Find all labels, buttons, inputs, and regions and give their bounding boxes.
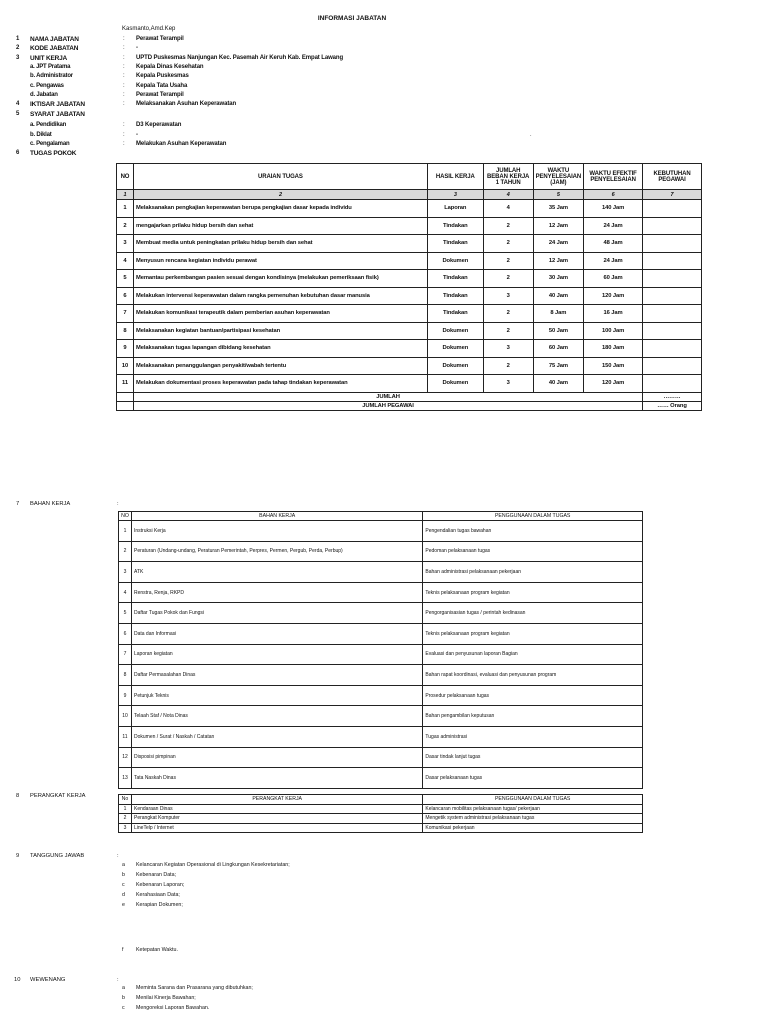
table-row — [119, 562, 643, 583]
header-row-label: KODE JABATAN — [30, 45, 79, 52]
header-row-value: D3 Keperawatan — [136, 122, 182, 128]
header-row-value: Perawat Terampil — [136, 36, 184, 42]
section-number: 7 — [16, 501, 20, 507]
table-row — [119, 823, 643, 833]
cell-bahan: Peraturan (Undang-undang, Peraturan Pemerintah, Perpres, Permen, Pergub, Perda, Perbup) — [131, 541, 422, 562]
list-item-key: a — [122, 862, 125, 868]
list-item-key: b — [122, 872, 125, 878]
cell-waktu: 24 Jam — [533, 235, 583, 253]
th-perangkat: PERANGKAT KERJA — [131, 795, 422, 805]
cell-uraian: Menyusun rencana kegiatan individu perawat — [133, 252, 427, 270]
section-label-wewenang: WEWENANG — [30, 977, 66, 983]
colnum: 3 — [427, 190, 483, 200]
cell-perangkat: Perangkat Komputer — [131, 814, 422, 824]
cell-waktu: 60 Jam — [533, 340, 583, 358]
cell-no: 4 — [119, 582, 132, 603]
header-row-label: b. Administrator — [30, 73, 73, 79]
th-kebutuhan: KEBUTUHAN PEGAWAI — [643, 164, 702, 190]
cell-bahan: Dokumen / Surat / Naskah / Catatan — [131, 726, 422, 747]
cell-hasil: Tindakan — [427, 217, 483, 235]
cell-kebutuhan — [643, 305, 702, 323]
section-number: 9 — [16, 853, 20, 859]
cell-guna: Prosedur pelaksanaan tugas — [423, 685, 643, 706]
table-header-row — [117, 164, 702, 190]
cell-efektif: 60 Jam — [584, 270, 643, 288]
cell-uraian: Membuat media untuk peningkatan prilaku hidup bersih dan sehat — [133, 235, 427, 253]
header-row-colon: : — [123, 73, 125, 79]
header-row-label: IKTISAR JABATAN — [30, 101, 85, 108]
header-row-number: 3 — [16, 55, 20, 61]
colnum: 7 — [643, 190, 702, 200]
cell-guna: Mengetik system administrasi pelaksanaan tugas — [423, 814, 643, 824]
cell-beban: 2 — [483, 357, 533, 375]
cell-bahan: Daftar Tugas Pokok dan Fungsi — [131, 603, 422, 624]
cell-hasil: Dokumen — [427, 375, 483, 393]
cell-hasil: Dokumen — [427, 322, 483, 340]
header-row-colon: : — [123, 101, 125, 107]
cell-efektif: 140 Jam — [584, 200, 643, 218]
cell-efektif: 24 Jam — [584, 252, 643, 270]
section-label-perangkat-kerja: PERANGKAT KERJA — [30, 793, 86, 799]
header-row-value: - — [136, 132, 138, 138]
jumlah-pegawai-label: JUMLAH PEGAWAI — [133, 401, 642, 410]
cell-no: 1 — [119, 804, 132, 814]
cell-efektif: 48 Jam — [584, 235, 643, 253]
cell-waktu: 35 Jam — [533, 200, 583, 218]
header-row-number: 4 — [16, 101, 20, 107]
cell-guna: Dasar pelaksanaan tugas — [423, 768, 643, 789]
header-row-number: 1 — [16, 36, 20, 42]
cell-guna: Kelancaran mobilitas pelaksanaan tugas/ pekerjaan — [423, 804, 643, 814]
cell-no: 8 — [119, 665, 132, 686]
header-row-value: Kepala Puskesmas — [136, 73, 189, 79]
header-row-value: - — [136, 45, 138, 51]
table-row — [119, 582, 643, 603]
cell-bahan: Data dan Informasi — [131, 623, 422, 644]
cell-guna: Bahan pengambilan keputusan — [423, 706, 643, 727]
cell-hasil: Tindakan — [427, 270, 483, 288]
cell-efektif: 100 Jam — [584, 322, 643, 340]
cell-bahan: Tata Naskah Dinas — [131, 768, 422, 789]
header-row-colon: : — [123, 45, 125, 51]
cell-kebutuhan — [643, 357, 702, 375]
cell-waktu: 75 Jam — [533, 357, 583, 375]
header-row-label: c. Pengalaman — [30, 141, 70, 147]
cell-no: 10 — [117, 357, 134, 375]
cell-kebutuhan — [643, 287, 702, 305]
cell-kebutuhan — [643, 340, 702, 358]
list-item-key: c — [122, 882, 125, 888]
cell-bahan: Renstra, Renja, RKPD — [131, 582, 422, 603]
cell-uraian: Melakukan komunikasi terapeutik dalam pemberian asuhan keperawatan — [133, 305, 427, 323]
table-row — [117, 305, 702, 323]
list-item-text: Kebenaran Laporan; — [136, 882, 185, 888]
cell-uraian: mengajarkan prilaku hidup bersih dan sehat — [133, 217, 427, 235]
cell-kebutuhan — [643, 270, 702, 288]
cell-no: 2 — [119, 541, 132, 562]
perangkat-kerja-table — [118, 794, 643, 833]
header-row-colon: : — [123, 64, 125, 70]
colnum: 2 — [133, 190, 427, 200]
th-no: NO — [117, 164, 134, 190]
th-uraian: URAIAN TUGAS — [133, 164, 427, 190]
table-row — [119, 768, 643, 789]
cell-bahan: Instruksi Kerja — [131, 521, 422, 542]
cell-bahan: Petunjuk Teknis — [131, 685, 422, 706]
cell-efektif: 120 Jam — [584, 287, 643, 305]
section-label-bahan-kerja: BAHAN KERJA — [30, 501, 71, 507]
cell-perangkat: LineTelp / Internet — [131, 823, 422, 833]
table-row — [119, 685, 643, 706]
cell-uraian: Melaksanakan penanggulangan penyakit/wabah tertentu — [133, 357, 427, 375]
th-waktu: WAKTU PENYELESAIAN (JAM) — [533, 164, 583, 190]
table-row — [119, 665, 643, 686]
table-row — [117, 375, 702, 393]
table-row — [117, 270, 702, 288]
table-row — [119, 814, 643, 824]
cell-hasil: Dokumen — [427, 252, 483, 270]
list-item-key: c — [122, 1005, 125, 1011]
cell-perangkat: Kendaraan Dinas — [131, 804, 422, 814]
table-row — [117, 287, 702, 305]
cell-no: 1 — [117, 200, 134, 218]
cell-efektif: 16 Jam — [584, 305, 643, 323]
cell-waktu: 40 Jam — [533, 287, 583, 305]
cell-bahan: Telaah Staf / Nota Dinas — [131, 706, 422, 727]
jumlah-pegawai-row — [117, 401, 702, 410]
cell-efektif: 150 Jam — [584, 357, 643, 375]
th-bahan: BAHAN KERJA — [131, 512, 422, 521]
header-row-label: SYARAT JABATAN — [30, 111, 85, 118]
list-item-text: Kerapian Dokumen; — [136, 902, 183, 908]
cell-waktu: 12 Jam — [533, 252, 583, 270]
cell-kebutuhan — [643, 200, 702, 218]
table-row — [119, 726, 643, 747]
cell-guna: Pedoman pelaksanaan tugas — [423, 541, 643, 562]
section-colon: : — [117, 853, 119, 859]
cell-no: 10 — [119, 706, 132, 727]
header-row-colon: : — [123, 122, 125, 128]
cell-no: 9 — [119, 685, 132, 706]
cell-beban: 2 — [483, 235, 533, 253]
header-row-label: d. Jabatan — [30, 92, 58, 98]
cell-efektif: 180 Jam — [584, 340, 643, 358]
cell-kebutuhan — [643, 217, 702, 235]
table-header-row — [119, 512, 643, 521]
cell-efektif: 24 Jam — [584, 217, 643, 235]
th-efektif: WAKTU EFEKTIF PENYELESAIAN — [584, 164, 643, 190]
header-row-number: 6 — [16, 150, 20, 156]
cell-beban: 2 — [483, 322, 533, 340]
th-guna: PENGGUNAAN DALAM TUGAS — [423, 795, 643, 805]
cell-uraian: Melaksanakan pengkajian keperawatan berupa pengkajian dasar kepada individu — [133, 200, 427, 218]
cell-uraian: Melaksanakan kegiatan bantuan/partisipasi kesehatan — [133, 322, 427, 340]
header-row-colon: : — [123, 92, 125, 98]
cell-no: 7 — [117, 305, 134, 323]
colnum: 4 — [483, 190, 533, 200]
cell-hasil: Dokumen — [427, 357, 483, 375]
section-number: 8 — [16, 793, 20, 799]
table-row — [119, 623, 643, 644]
jumlah-value: ……… — [643, 392, 702, 401]
header-row-value: UPTD Puskesmas Nanjungan Kec. Pasemah Air Keruh Kab. Empat Lawang — [136, 55, 344, 61]
header-row-label: TUGAS POKOK — [30, 150, 77, 157]
section-label-tanggung-jawab: TANGGUNG JAWAB — [30, 853, 85, 859]
cell-beban: 2 — [483, 305, 533, 323]
cell-hasil: Laporan — [427, 200, 483, 218]
table-row — [117, 340, 702, 358]
colnum: 1 — [117, 190, 134, 200]
table-row — [119, 804, 643, 814]
cell-efektif: 120 Jam — [584, 375, 643, 393]
cell-bahan: Daftar Permasalahan Dinas — [131, 665, 422, 686]
header-row-value: Melakukan Asuhan Keperawatan — [136, 141, 227, 147]
stray-dot: . — [530, 132, 532, 138]
colnum: 5 — [533, 190, 583, 200]
cell-guna: Teknis pelaksanaan program kegiatan — [423, 582, 643, 603]
section-colon: : — [117, 501, 119, 507]
cell-hasil: Tindakan — [427, 287, 483, 305]
table-row — [119, 706, 643, 727]
cell-kebutuhan — [643, 375, 702, 393]
cell-no: 7 — [119, 644, 132, 665]
cell-no: 2 — [119, 814, 132, 824]
cell-waktu: 40 Jam — [533, 375, 583, 393]
header-row-label: a. Pendidikan — [30, 122, 67, 128]
list-item-text: Kebenaran Data; — [136, 872, 177, 878]
cell-beban: 2 — [483, 270, 533, 288]
cell-kebutuhan — [643, 235, 702, 253]
cell-no: 1 — [119, 521, 132, 542]
cell-no: 11 — [117, 375, 134, 393]
list-item-key: e — [122, 902, 125, 908]
cell-guna: Tugas administrasi — [423, 726, 643, 747]
cell-no: 8 — [117, 322, 134, 340]
list-item-text: Mengoreksi Laporan Bawahan. — [136, 1005, 210, 1011]
jumlah-row — [117, 392, 702, 401]
tugas-pokok-table — [116, 163, 702, 411]
table-row — [117, 235, 702, 253]
table-row — [117, 357, 702, 375]
th-guna: PENGGUNAAN DALAM TUGAS — [423, 512, 643, 521]
header-row-label: UNIT KERJA — [30, 55, 68, 62]
cell-no: 5 — [119, 603, 132, 624]
section-colon: : — [117, 977, 119, 983]
table-row — [117, 252, 702, 270]
header-row-label: c. Pengawas — [30, 83, 64, 89]
cell-waktu: 12 Jam — [533, 217, 583, 235]
cell-guna: Pengendalian tugas bawahan — [423, 521, 643, 542]
cell-guna: Bahan rapat koordinasi, evaluasi dan penyusunan program — [423, 665, 643, 686]
table-row — [119, 541, 643, 562]
list-item-text: Menilai Kinerja Bawahan; — [136, 995, 196, 1001]
list-item-key: b — [122, 995, 125, 1001]
cell-hasil: Dokumen — [427, 340, 483, 358]
table-row — [119, 644, 643, 665]
cell-kebutuhan — [643, 322, 702, 340]
cell-beban: 2 — [483, 217, 533, 235]
table-row — [117, 322, 702, 340]
cell-beban: 3 — [483, 340, 533, 358]
cell-no: 11 — [119, 726, 132, 747]
cell-no: 9 — [117, 340, 134, 358]
cell-no: 3 — [119, 823, 132, 833]
header-row-value: Melaksanakan Asuhan Keperawatan — [136, 101, 237, 107]
cell-beban: 4 — [483, 200, 533, 218]
header-row-colon: : — [123, 141, 125, 147]
list-item-text: Ketepatan Waktu. — [136, 947, 178, 953]
table-row — [117, 200, 702, 218]
cell-no: 6 — [119, 623, 132, 644]
table-header-row — [119, 795, 643, 805]
cell-uraian: Memantau perkembangan pasien sesuai dengan kondisinya (melakukan pemeriksaan fisik) — [133, 270, 427, 288]
header-row-number: 2 — [16, 45, 20, 51]
cell-hasil: Tindakan — [427, 235, 483, 253]
cell-hasil: Tindakan — [427, 305, 483, 323]
th-no: NO — [119, 512, 132, 521]
list-item-key: a — [122, 985, 125, 991]
table-row — [119, 603, 643, 624]
top-name: Kasmanto,Amd.Kep — [122, 26, 176, 32]
cell-beban: 2 — [483, 252, 533, 270]
th-hasil: HASIL KERJA — [427, 164, 483, 190]
cell-no: 2 — [117, 217, 134, 235]
cell-waktu: 50 Jam — [533, 322, 583, 340]
jumlah-label: JUMLAH — [133, 392, 642, 401]
cell-bahan: ATK — [131, 562, 422, 583]
cell-guna: Bahan administrasi pelaksanaan pekerjaan — [423, 562, 643, 583]
cell-guna: Teknis pelaksanaan program kegiatan — [423, 623, 643, 644]
header-row-value: Perawat Terampil — [136, 92, 184, 98]
table-row — [117, 217, 702, 235]
cell-guna: Dasar tindak lanjut tugas — [423, 747, 643, 768]
cell-guna: Komunikasi pekerjaan — [423, 823, 643, 833]
cell-beban: 3 — [483, 287, 533, 305]
jumlah-pegawai-value: …… Orang — [643, 401, 702, 410]
cell-no: 13 — [119, 768, 132, 789]
section-number: 10 — [14, 977, 21, 983]
bahan-kerja-table — [118, 511, 643, 789]
header-row-label: NAMA JABATAN — [30, 36, 79, 43]
colnum: 6 — [584, 190, 643, 200]
cell-no: 4 — [117, 252, 134, 270]
list-item-text: Kelancaran Kegiatan Operasional di Lingkungan Kesekretariatan; — [136, 862, 290, 868]
cell-uraian: Melaksanakan tugas lapangan dibidang kesehatan — [133, 340, 427, 358]
cell-no: 3 — [117, 235, 134, 253]
list-item-key: f — [122, 947, 124, 953]
header-row-colon: : — [123, 132, 125, 138]
th-beban: JUMLAH BEBAN KERJA 1 TAHUN — [483, 164, 533, 190]
cell-bahan: Laporan kegiatan — [131, 644, 422, 665]
header-row-colon: : — [123, 55, 125, 61]
cell-guna: Pengorganisasian tugas / perintah kedinasan — [423, 603, 643, 624]
cell-kebutuhan — [643, 252, 702, 270]
cell-waktu: 30 Jam — [533, 270, 583, 288]
cell-uraian: Melakukan dokumentasi proses keperawatan pada tahap tindakan keperawatan — [133, 375, 427, 393]
cell-waktu: 8 Jam — [533, 305, 583, 323]
list-item-text: Kerahasiaan Data; — [136, 892, 180, 898]
table-row — [119, 521, 643, 542]
header-row-number: 5 — [16, 111, 20, 117]
column-number-row — [117, 190, 702, 200]
cell-bahan: Disposisi pimpinan — [131, 747, 422, 768]
header-row-label: b. Diklat — [30, 132, 52, 138]
cell-no: 3 — [119, 562, 132, 583]
cell-beban: 3 — [483, 375, 533, 393]
th-no: No — [119, 795, 132, 805]
cell-uraian: Melakukan intervensi keperawatan dalam rangka pemenuhan kebutuhan dasar manusia — [133, 287, 427, 305]
header-row-value: Kepala Tata Usaha — [136, 83, 188, 89]
cell-no: 12 — [119, 747, 132, 768]
cell-no: 5 — [117, 270, 134, 288]
cell-no: 6 — [117, 287, 134, 305]
list-item-text: Meminta Sarana dan Prasarana yang dibutuhkan; — [136, 985, 253, 991]
cell-guna: Evaluasi dan penyusunan laporan Bagian — [423, 644, 643, 665]
list-item-key: d — [122, 892, 125, 898]
table-row — [119, 747, 643, 768]
header-row-label: a. JPT Pratama — [30, 64, 71, 70]
header-row-colon: : — [123, 83, 125, 89]
document-title: INFORMASI JABATAN — [317, 15, 387, 22]
header-row-colon: : — [123, 36, 125, 42]
header-row-value: Kepala Dinas Kesehatan — [136, 64, 204, 70]
